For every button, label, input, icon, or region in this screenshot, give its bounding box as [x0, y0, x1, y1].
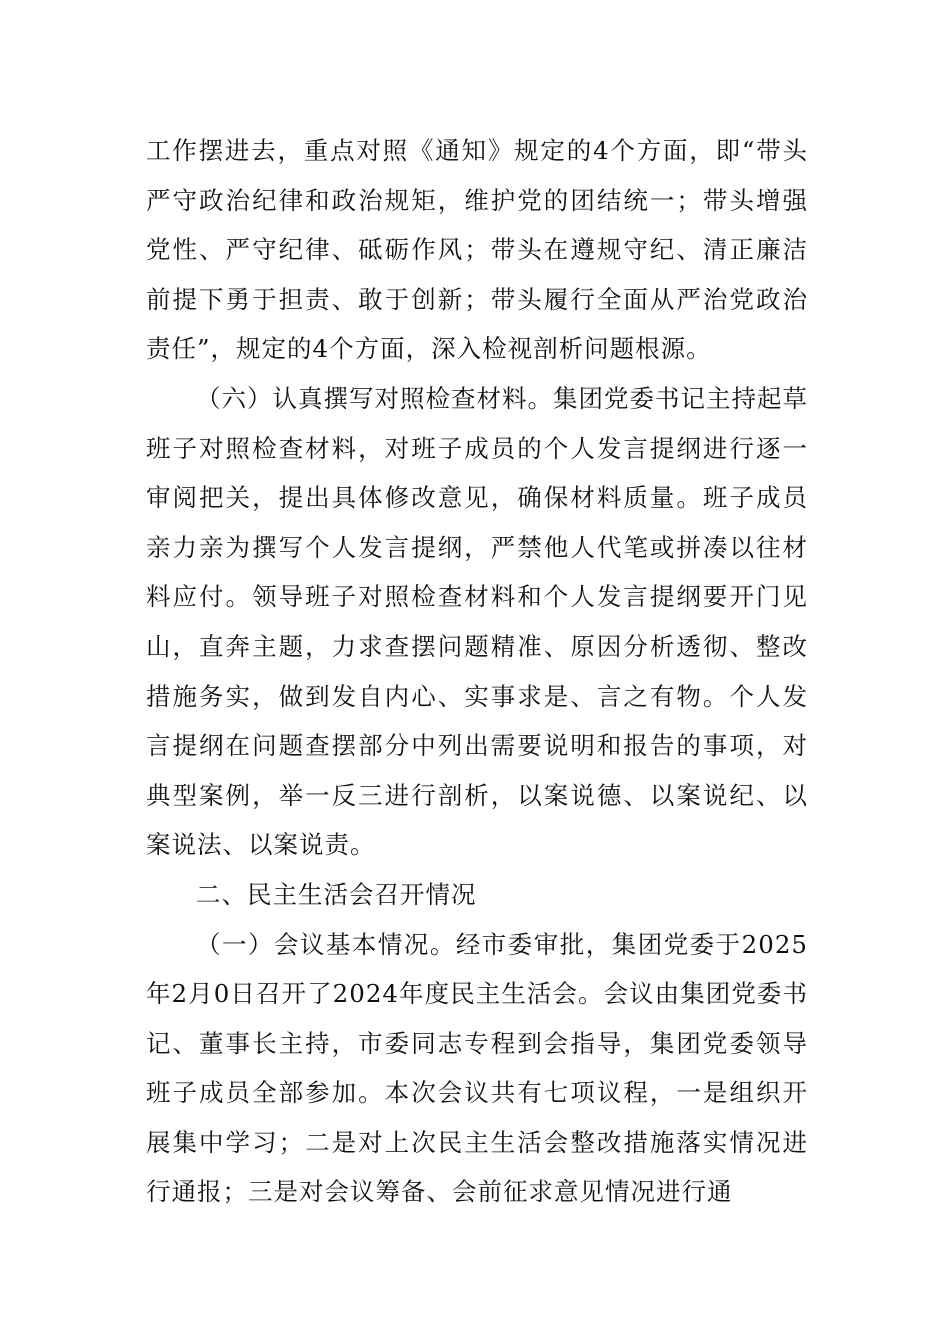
section-heading-two: 二、民主生活会召开情况 — [196, 879, 477, 909]
paragraph-meeting-basics: （一）会议基本情况。经市委审批，集团党委于2025年2月0日召开了2024年度民主生活会。会议由集团党委书记、董事长主持，市委同志专程到会指导，集团党委领导班子成员全部参加。本次会议共有七项议程，一是组织开展集中学习；二是对上次民主生活会整改措施落实情况进行通报；三是对会议筹备、会前征求意见情况进行通 — [146, 929, 808, 1207]
document-page — [146, 126, 808, 1217]
paragraph-continuation: 工作摆进去，重点对照《通知》规定的4个方面，即“带头严守政治纪律和政治规矩，维护党的团结统一；带头增强党性、严守纪律、砥砺作风；带头在遵规守纪、清正廉洁前提下勇于担责、敢于创新；带头履行全面从严治党政治责任”，规定的4个方面，深入检视剖析问题根源。 — [146, 136, 808, 364]
paragraph-section-six: （六）认真撰写对照检查材料。集团党委书记主持起草班子对照检查材料，对班子成员的个人发言提纲进行逐一审阅把关，提出具体修改意见，确保材料质量。班子成员亲力亲为撰写个人发言提纲，严禁他人代笔或拼凑以往材料应付。领导班子对照检查材料和个人发言提纲要开门见山，直奔主题，力求查摆问题精准、原因分析透彻、整改措施务实，做到发自内心、实事求是、言之有物。个人发言提纲在问题查摆部分中列出需要说明和报告的事项，对典型案例，举一反三进行剖析，以案说德、以案说纪、以案说法、以案说责。 — [146, 383, 808, 860]
